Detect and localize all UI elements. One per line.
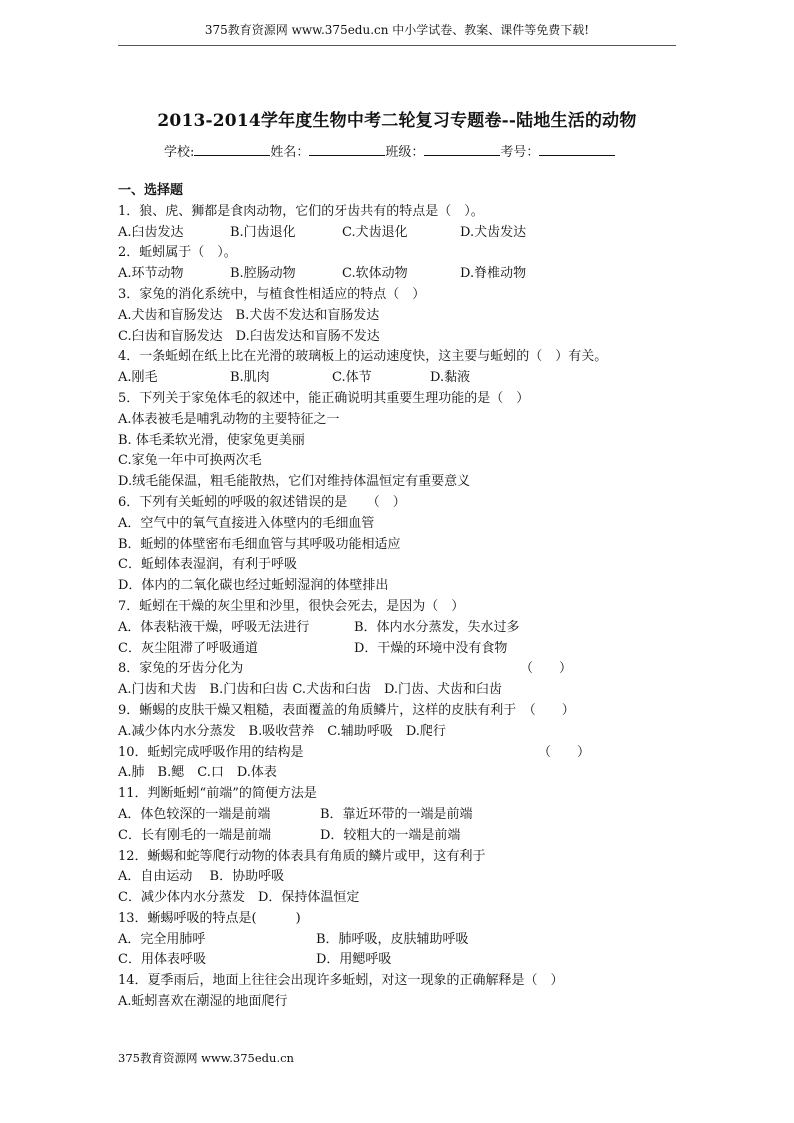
answer-option: A.臼齿发达 (118, 224, 184, 240)
question-line (118, 805, 718, 826)
answer-option: D．较粗大的一端是前端 (320, 827, 461, 843)
question-line: C．蚯蚓体表湿润，有利于呼吸 (118, 557, 297, 573)
page-header: 375教育资源网 www.375edu.cn 中小学试卷、教案、课件等免费下载! (204, 23, 590, 37)
question-line: 6．下列有关蚯蚓的呼吸的叙述错误的是 （ ） (118, 494, 406, 510)
question-line: D.绒毛能保温，粗毛能散热，它们对维持体温恒定有重要意义 (118, 474, 471, 490)
answer-option: B.门齿退化 (230, 224, 296, 240)
question-line: 14．夏季雨后，地面上往往会出现许多蚯蚓，对这一现象的正确解释是（ ） (118, 973, 564, 989)
answer-option: A．完全用肺呼 (118, 931, 206, 947)
question-line (118, 618, 718, 639)
answer-option: C.犬齿退化 (342, 224, 408, 240)
answer-option: （ ） (538, 744, 591, 760)
answer-option: B．靠近环带的一端是前端 (320, 806, 473, 822)
answer-option: D.脊椎动物 (460, 266, 527, 282)
question-line: 1．狼、虎、狮都是食肉动物，它们的牙齿共有的特点是（ ）。 (118, 203, 484, 219)
name-label: 姓名： (270, 145, 310, 160)
question-line: 9．蜥蜴的皮肤干燥又粗糙，表面覆盖的角质鳞片，这样的皮肤有利于 （ ） (118, 702, 575, 718)
question-line (118, 639, 718, 660)
question-line (118, 743, 718, 764)
answer-option: A．体表粘液干燥，呼吸无法进行 (118, 619, 310, 635)
question-line: 2．蚯蚓属于（ ）。 (118, 245, 237, 261)
question-line: 4．一条蚯蚓在纸上比在光滑的玻璃板上的运动速度快，这主要与蚯蚓的（ ）有关。 (118, 349, 608, 365)
answer-option: （ ） (520, 661, 573, 677)
school-field[interactable] (194, 142, 270, 156)
id-label: 考号： (500, 145, 540, 160)
question-line: A．自由运动 B．协助呼吸 (118, 869, 285, 885)
question-line: C．减少体内水分蒸发 D．保持体温恒定 (118, 890, 360, 906)
student-info-row (164, 142, 615, 162)
answer-option: 10．蚯蚓完成呼吸作用的结构是 (118, 744, 304, 760)
question-line: 11．判断蚯蚓“前端”的简便方法是 (118, 786, 317, 802)
id-field[interactable] (539, 142, 615, 156)
answer-option: D．干燥的环境中没有食物 (354, 640, 508, 656)
answer-option: B.腔肠动物 (230, 266, 296, 282)
page-footer: 375教育资源网 www.375edu.cn (118, 1051, 294, 1065)
question-line: 5．下列关于家兔体毛的叙述中，能正确说明其重要生理功能的是（ ） (118, 390, 530, 406)
question-line: 13．蜥蜴呼吸的特点是( ) (118, 910, 301, 926)
question-line: C.家兔一年中可换两次毛 (118, 453, 262, 469)
answer-option: A．体色较深的一端是前端 (118, 806, 271, 822)
question-line: A.体表被毛是哺乳动物的主要特征之一 (118, 411, 340, 427)
answer-option: C．长有刚毛的一端是前端 (118, 827, 271, 843)
answer-option: C．用体表呼吸 (118, 952, 206, 968)
question-line: A.门齿和犬齿 B.门齿和臼齿 C.犬齿和臼齿 D.门齿、犬齿和臼齿 (118, 682, 503, 698)
answer-option: B．肺呼吸，皮肤辅助呼吸 (316, 931, 469, 947)
answer-option: C.体节 (332, 370, 372, 386)
class-label: 班级： (385, 145, 425, 160)
school-label: 学校: (164, 145, 195, 160)
question-line: A.蚯蚓喜欢在潮湿的地面爬行 (118, 994, 288, 1010)
question-line: B. 体毛柔软光滑，使家兔更美丽 (118, 432, 305, 448)
answer-option: A.刚毛 (118, 370, 158, 386)
question-line (118, 223, 718, 244)
question-line (118, 950, 718, 971)
question-line: A.肺 B.鳃 C.口 D.体表 (118, 765, 277, 781)
question-line: A.减少体内水分蒸发 B.吸收营养 C.辅助呼吸 D.爬行 (118, 723, 446, 739)
answer-option: B．体内水分蒸发，失水过多 (354, 619, 520, 635)
section-heading: 一、选择题 (118, 183, 184, 198)
document-title: 2013-2014学年度生物中考二轮复习专题卷--陆地生活的动物 (157, 111, 637, 131)
question-line: A.犬齿和盲肠发达 B.犬齿不发达和盲肠发达 (118, 307, 380, 323)
question-line (118, 659, 718, 680)
header-divider (118, 45, 676, 46)
question-line (118, 826, 718, 847)
question-line: D．体内的二氧化碳也经过蚯蚓湿润的体壁排出 (118, 578, 389, 594)
question-line: 12．蜥蜴和蛇等爬行动物的体表具有角质的鳞片或甲，这有利于 (118, 848, 486, 864)
question-line (118, 368, 718, 389)
question-line: A．空气中的氧气直接进入体壁内的毛细血管 (118, 515, 375, 531)
question-line (118, 264, 718, 285)
answer-option: D.犬齿发达 (460, 224, 527, 240)
question-line: B．蚯蚓的体壁密布毛细血管与其呼吸功能相适应 (118, 536, 401, 552)
answer-option: B.肌肉 (230, 370, 270, 386)
answer-option: D.黏液 (430, 370, 471, 386)
answer-option: 8．家兔的牙齿分化为 (118, 661, 244, 677)
name-field[interactable] (309, 142, 385, 156)
question-line: 3．家兔的消化系统中，与植食性相适应的特点（ ） (118, 286, 426, 302)
answer-option: D．用鳃呼吸 (316, 952, 392, 968)
class-field[interactable] (424, 142, 500, 156)
answer-option: A.环节动物 (118, 266, 184, 282)
answer-option: C.软体动物 (342, 266, 408, 282)
answer-option: C．灰尘阻滞了呼吸通道 (118, 640, 258, 656)
question-line: C.臼齿和盲肠发达 D.臼齿发达和盲肠不发达 (118, 328, 380, 344)
question-line (118, 930, 718, 951)
question-line: 7．蚯蚓在干燥的灰尘里和沙里，很快会死去，是因为（ ） (118, 598, 465, 614)
question-list (118, 181, 718, 1013)
